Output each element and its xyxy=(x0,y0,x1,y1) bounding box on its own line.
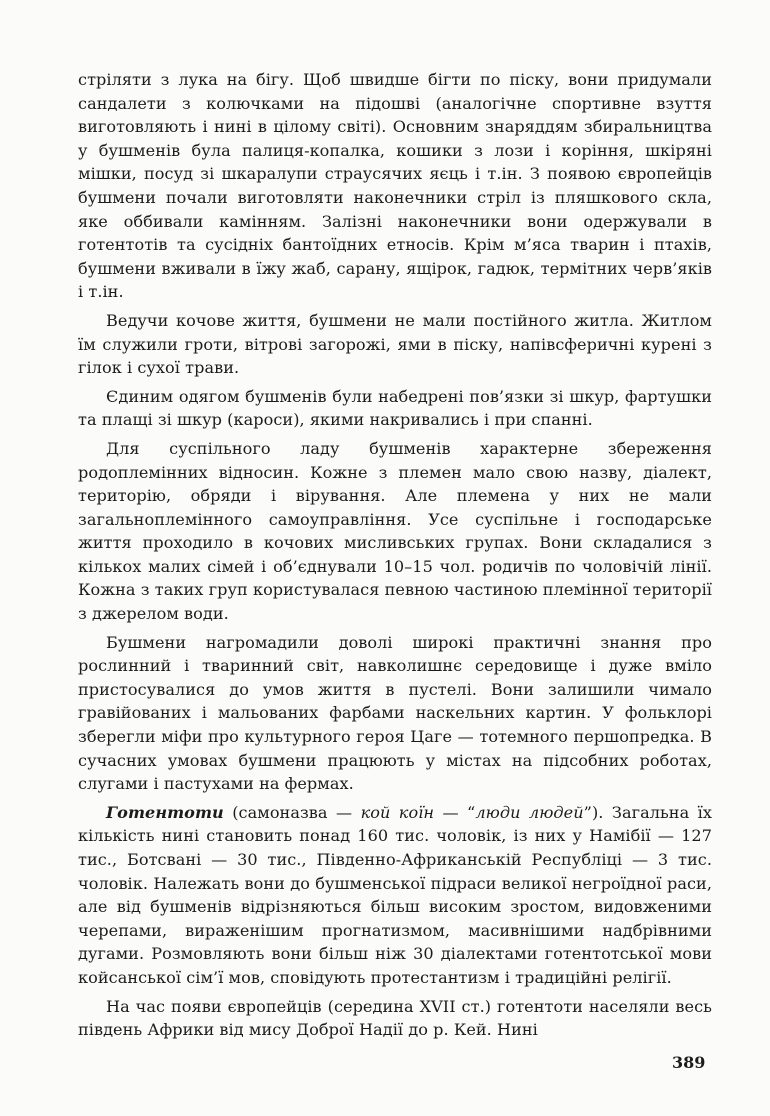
paragraph-hottentots xyxy=(78,801,712,990)
term-hottentots: Готентоти xyxy=(106,802,224,822)
paragraph-dwellings: Ведучи кочове життя, бушмени не мали постійного житла. Житлом їм служили гроти, вітрові загорожі, ями в піску, напівсферичні курені з гілок і сухої трави. xyxy=(78,310,712,378)
body-text xyxy=(78,68,712,1042)
hottentots-text-3: ”). Загальна їх кількість нині становить понад 160 тис. чоловік, із них у Намібії — 127 тис., Ботсвані — 30 тис., Південно-Африканській Республіці — 3 тис. чоловік. Належать вони до бушменської підраси великої негроїдної раси, але від бушменів відрізняються більш високим зростом, видовженими черепами, вираженішим прогнатизмом, масивнішими надбрівними дугами. Розмовляють вони більш ніж 30 діалектами готентотської мови койсанської сім’ї мов, сповідують протестантизм і традиційні релігії. xyxy=(78,802,712,987)
paragraph-hunting-tools: стріляти з лука на бігу. Щоб швидше бігти по піску, вони придумали сандалети з колючками на підошві (аналогічне спортивне взуття виготовляють і нині в цілому світі). Основним знаряддям збиральництва у бушменів була палиця-копалка, кошики з лози і коріння, шкіряні мішки, посуд зі шкаралупи страусячих яєць і т.ін. З появою європейців бушмени почали виготовляти наконечники стріл із пляшкового скла, яке оббивали камінням. Залізні наконечники вони одержували в готентотів та сусідніх бантоїдних етносів. Крім м’яса тварин і птахів, бушмени вживали в їжу жаб, сарану, ящірок, гадюк, термітних черв’яків і т.ін. xyxy=(78,70,712,302)
paragraph-hottentot-settlement: На час появи європейців (середина XVII ст.) готентоти населяли весь південь Африки від мису Доброї Надії до р. Кей. Нині xyxy=(78,996,712,1040)
hottentots-text-2: — “ xyxy=(434,802,476,822)
paragraph-social-structure: Для суспільного ладу бушменів характерне збереження родоплемінних відносин. Кожне з племен мало свою назву, діалект, територію, обряди і вірування. Але племена у них не мали загальноплемінного самоуправління. Усе суспільне і господарське життя проходило в кочових мисливських групах. Вони складалися з кількох малих сімей і об’єднували 10–15 чол. родичів по чоловічій лінії. Кожна з таких груп користувалася певною частиною племінної території з джерелом води. xyxy=(78,438,712,624)
paragraph-knowledge-culture: Бушмени нагромадили доволі широкі практичні знання про рослинний і тваринний світ, навколишнє середовище і дуже вміло пристосувалися до умов життя в пустелі. Вони залишили чимало гравійованих і мальованих фарбами наскельних картин. У фольклорі зберегли міфи про культурного героя Цаге — тотемного першопредка. В сучасних умовах бушмени працюють у містах на підсобних роботах, слугами і пастухами на фермах. xyxy=(78,632,712,794)
paragraph-clothing: Єдиним одягом бушменів були набедрені пов’язки зі шкур, фартушки та плащі зі шкур (кароси), якими накривались і при спанні. xyxy=(78,386,712,430)
hottentots-text-1: (самоназва — xyxy=(223,802,361,822)
hottentots-selfname: кой коїн xyxy=(360,802,435,822)
hottentots-meaning: люди людей xyxy=(475,802,584,822)
page-number: 389 xyxy=(672,1053,706,1072)
